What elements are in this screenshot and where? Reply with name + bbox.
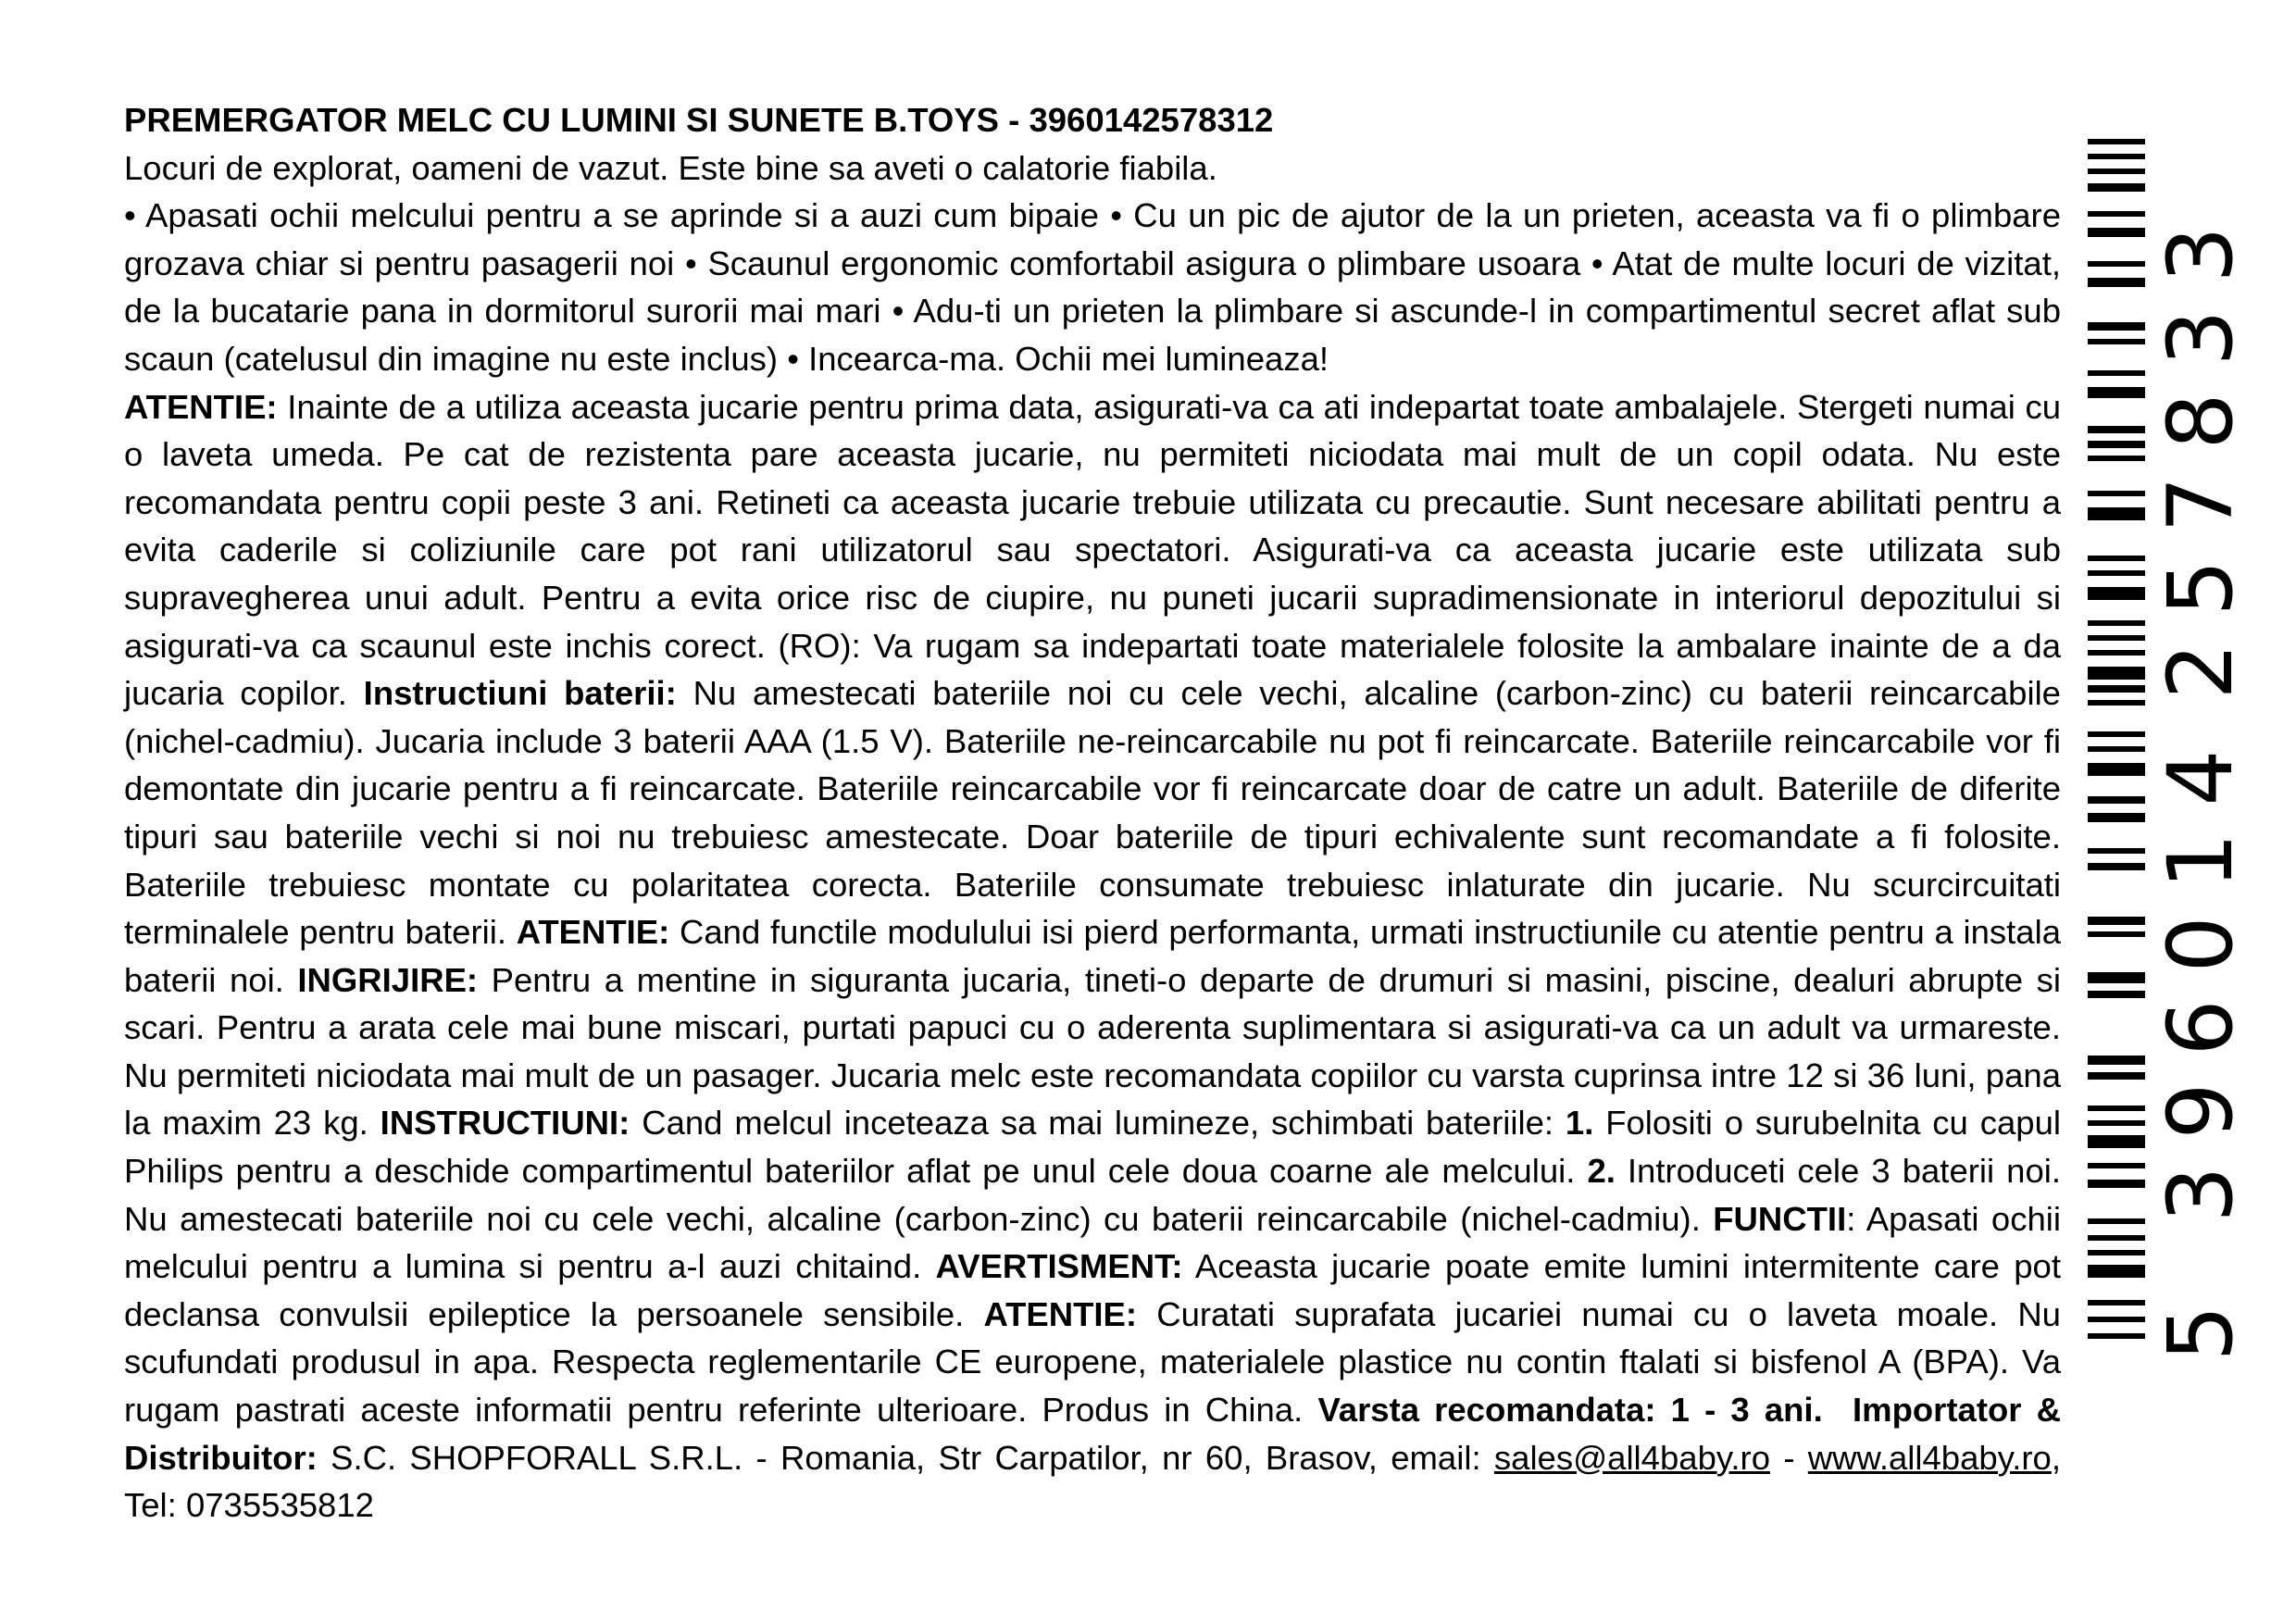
barcode-bar — [2088, 972, 2145, 983]
barcode-bar — [2088, 491, 2145, 496]
barcode-bar — [2088, 1072, 2145, 1080]
barcode-bar — [2088, 1317, 2145, 1322]
importer-text: S.C. SHOPFORALL S.R.L. - Romania, Str Carpatilor, nr 60, Brasov, email: — [317, 1438, 1494, 1477]
barcode-bar — [2088, 339, 2145, 344]
step-1-label: 1. — [1565, 1104, 1594, 1143]
separator-text: - — [1770, 1438, 1808, 1477]
barcode-bar — [2088, 700, 2145, 706]
website-link[interactable]: www.all4baby.ro — [1807, 1438, 2052, 1477]
functions-text: : Apasati ochii melcului pentru a lumina si pentru a-l auzi chitaind. — [124, 1199, 2061, 1286]
barcode-bar — [2088, 1250, 2145, 1255]
barcode-bar — [2088, 620, 2145, 626]
barcode-digit: 3 — [2149, 1166, 2252, 1223]
barcode-bar — [2088, 1300, 2145, 1305]
barcode-bar — [2088, 570, 2145, 576]
barcode-digits — [2150, 157, 2252, 1389]
barcode-bar — [2088, 278, 2145, 287]
barcode-digit: 8 — [2149, 393, 2252, 450]
barcode-bar — [2088, 635, 2145, 641]
barcode-bar — [2088, 507, 2145, 520]
email-link[interactable]: sales@all4baby.ro — [1493, 1438, 1771, 1477]
barcode-bar — [2088, 169, 2145, 174]
step-2-label: 2. — [1587, 1152, 1616, 1191]
barcode-bar — [2088, 228, 2145, 237]
instructions-label: INSTRUCTIUNI: — [380, 1104, 630, 1143]
barcode-bar — [2088, 1235, 2145, 1241]
barcode-bar — [2088, 917, 2145, 925]
atentie-text: Curatati suprafata jucariei numai cu o laveta moale. Nu scufundati produsul in apa. Respecta reglementarile CE europene, materialele plastice nu contin ftalati si bisfenol A (BPA). Va rugam pastrati aceste informatii pentru referinte ulterioare. Produs in China. — [124, 1294, 2061, 1430]
atentie-label: ATENTIE: — [516, 913, 670, 952]
atentie-label: ATENTIE: — [124, 387, 278, 426]
functions-label: FUNCTII — [1713, 1199, 1847, 1238]
barcode-bar — [2088, 426, 2145, 433]
barcode-bar — [2088, 863, 2145, 870]
barcode-bar — [2088, 387, 2145, 398]
battery-instructions-text: Nu amestecati bateriile noi cu cele vechi, alcaline (carbon-zinc) cu baterii reincarcabile (nichel-cadmiu). Jucaria include 3 baterii AAA (1.5 V). Bateriile ne-reincarcabile nu pot fi reincarcate. Bateriile reincarcabile vor fi demontate din jucarie pentru a fi reincarcate. Bateriile reincarcabile vor fi reincarcate doar de catre un adult. Bateriile de diferite tipuri sau bateriile vechi si noi nu trebuiesc amestecate. Doar bateriile de tipuri echivalente sunt recomandate a fi folosite. Bateriile trebuiesc montate cu polaritatea corecta. Bateriile consumate trebuiesc inlaturate din jucarie. Nu scurcircuitati terminalele pentru baterii. — [124, 674, 2061, 952]
barcode-digit: 5 — [2149, 559, 2252, 617]
barcode-bar — [2088, 322, 2145, 331]
product-label — [124, 96, 2061, 1530]
barcode-digit: 1 — [2149, 832, 2252, 890]
product-title: PREMERGATOR MELC CU LUMINI SI SUNETE B.TOYS - 3960142578312 — [124, 101, 1274, 139]
barcode-bar — [2088, 813, 2145, 822]
barcode-bar — [2088, 1265, 2145, 1278]
barcode-bar — [2088, 441, 2145, 448]
barcode-bar — [2088, 139, 2145, 144]
barcode-digit: 0 — [2149, 916, 2252, 973]
barcode-bar — [2088, 746, 2145, 752]
barcode-digit: 3 — [2149, 309, 2252, 367]
barcode-bar — [2088, 456, 2145, 461]
battery-instructions-label: Instructiuni baterii: — [363, 674, 677, 713]
step-1-text: Folositi o surubelnita cu capul Philips pentru a deschide compartimentul bateriilor aflat pe unul cele doua coarne ale melcului. — [124, 1104, 2061, 1191]
barcode-bar — [2088, 1106, 2145, 1111]
barcode-bar — [2088, 154, 2145, 159]
barcode-bar — [2088, 556, 2145, 561]
atentie-text: Inainte de a utiliza aceasta jucarie pentru prima data, asigurati-va ca ati indepartat toate ambalajele. Stergeti numai cu o laveta umeda. Pe cat de rezistenta pare aceasta jucarie, nu permiteti niciodata mai mult de un copil odata. Nu este recomandata pentru copii peste 3 ani. Retineti ca aceasta jucarie trebuie utilizata cu precautie. Sunt necesare abilitati pentru a evita caderile si coliziunile care pot rani utilizatorul sau spectatori. Asigurati-va ca aceasta jucarie este utilizata sub supravegherea unui adult. Pentru a evita orice risc de ciupire, nu puneti jucarii supradimensionate in interiorul depozitului si asigurati-va ca scaunul este inchis corect. (RO): Va rugam sa indepartati toate materialele folosite la ambalare inainte de a da jucaria copilor. — [124, 387, 2061, 713]
barcode-digit: 4 — [2149, 749, 2252, 806]
atentie-label: ATENTIE: — [983, 1294, 1138, 1333]
barcode-bar — [2088, 1056, 2145, 1065]
warning-text: Aceasta jucarie poate emite lumini intermitente care pot declansa convulsii epileptice la persoanele sensibile. — [124, 1247, 2061, 1333]
barcode-bar — [2088, 1163, 2145, 1168]
barcode-digit: 9 — [2149, 1082, 2252, 1140]
product-tagline: Locuri de explorat, oameni de vazut. Este bine sa aveti o calatorie fiabila. — [124, 148, 1217, 187]
step-2-text: Introduceti cele 3 baterii noi. Nu amestecati bateriile noi cu cele vechi, alcaline (carbon-zinc) cu baterii reincarcabile (nichel-cadmiu). — [124, 1152, 2061, 1238]
barcode-bar — [2088, 587, 2145, 600]
barcode-digit: 7 — [2149, 476, 2252, 533]
barcode-digit: 5 — [2149, 1305, 2252, 1362]
barcode-digit: 6 — [2149, 999, 2252, 1056]
barcode-bar — [2088, 1333, 2145, 1339]
instructions-paragraph — [124, 383, 2061, 1530]
features-paragraph: • Apasati ochii melcului pentru a se aprinde si a auzi cum bipaie • Cu un pic de ajutor de la un prieten, aceasta va fi o plimbare grozava chiar si pentru pasagerii noi • Scaunul ergonomic comfortabil asigura o plimbare usoara • Atat de multe locuri de vizitat, de la bucatarie pana in dormitorul surorii mai mari • Adu-ti un prieten la plimbare si ascunde-l in compartimentul secret aflat sub scaun (catelusul din imagine nu este inclus) • Incearca-ma. Ochii mei lumineaza! — [124, 196, 2061, 378]
barcode-bar — [2088, 1180, 2145, 1188]
barcode-bar — [2088, 763, 2145, 776]
barcode-bar — [2088, 667, 2145, 680]
importer-label: Importator & Distribuitor: — [124, 1391, 2061, 1477]
warning-label: AVERTISMENT: — [935, 1247, 1183, 1286]
barcode-bar — [2088, 183, 2145, 192]
barcode-bar — [2088, 1218, 2145, 1224]
barcode-bar — [2088, 796, 2145, 804]
care-label: INGRIJIRE: — [297, 960, 479, 999]
barcode-bar — [2088, 731, 2145, 737]
phone-text: , Tel: 0735535812 — [124, 1438, 2061, 1525]
barcode-bar — [2088, 931, 2145, 937]
recommended-age: Varsta recomandata: 1 - 3 ani. — [1317, 1391, 1823, 1430]
barcode-bar — [2088, 1120, 2145, 1126]
barcode-bar — [2088, 1135, 2145, 1148]
barcode-digit: 3 — [2149, 226, 2252, 283]
atentie-text: Cand functile modulului isi pierd performanta, urmati instructiunile cu atentie pentru a instala baterii noi. — [124, 913, 2061, 999]
care-text: Pentru a mentine in siguranta jucaria, tineti-o departe de drumuri si masini, piscine, dealuri abrupte si scari. Pentru a arata cele mai bune miscari, purtati papuci cu o aderenta suplimentara si asigurati-va ca un adult va urmareste. Nu permiteti niciodata mai mult de un pasager. Jucaria melc este recomandata copiilor cu varsta cuprinsa intre 12 si 36 luni, pana la maxim 23 kg. — [124, 960, 2061, 1143]
barcode-bar — [2088, 991, 2145, 998]
instructions-text: Cand melcul inceteaza sa mai lumineze, schimbati bateriile: — [630, 1104, 1566, 1143]
barcode-bar — [2088, 685, 2145, 693]
barcode-digit: 2 — [2149, 643, 2252, 700]
barcode-bar — [2088, 848, 2145, 854]
barcode-bar — [2088, 650, 2145, 656]
barcode-bar — [2088, 370, 2145, 376]
barcode-bar — [2088, 261, 2145, 267]
barcode-bar — [2088, 211, 2145, 217]
